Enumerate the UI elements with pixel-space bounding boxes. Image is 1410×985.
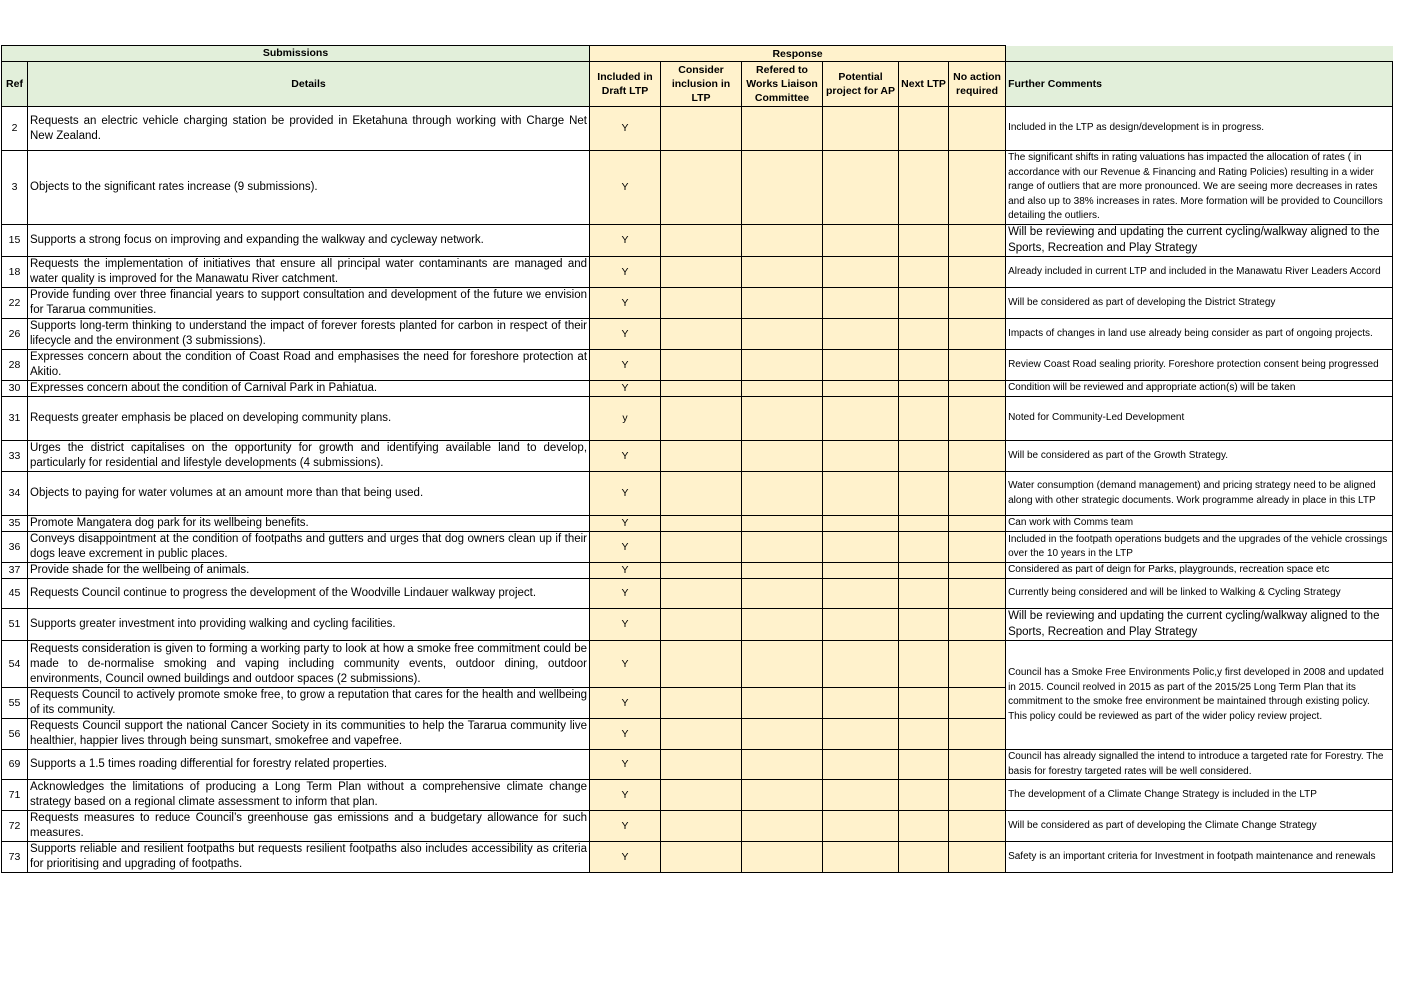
next-ltp-cell — [899, 780, 949, 811]
included-cell: Y — [590, 532, 661, 563]
included-cell: Y — [590, 151, 661, 225]
referred-cell — [742, 563, 823, 579]
consider-cell — [661, 397, 742, 441]
details-cell: Promote Mangatera dog park for its wellbeing benefits. — [28, 516, 590, 532]
consider-column-header: Consider inclusion in LTP — [661, 62, 742, 107]
included-cell: Y — [590, 257, 661, 288]
next-ltp-cell — [899, 381, 949, 397]
table-row — [2, 641, 1393, 688]
next-ltp-cell — [899, 579, 949, 609]
consider-cell — [661, 579, 742, 609]
referred-cell — [742, 397, 823, 441]
ref-cell: 72 — [2, 811, 28, 842]
details-cell: Expresses concern about the condition of Coast Road and emphasises the need for foreshore protection at Akitio. — [28, 350, 590, 381]
potential-cell — [823, 472, 899, 516]
potential-cell — [823, 811, 899, 842]
details-cell: Objects to the significant rates increase (9 submissions). — [28, 151, 590, 225]
referred-cell — [742, 288, 823, 319]
table-row — [2, 397, 1393, 441]
consider-cell — [661, 516, 742, 532]
comment-cell: Included in the footpath operations budgets and the upgrades of the vehicle crossings over the 10 years in the LTP — [1006, 532, 1393, 563]
ref-cell: 31 — [2, 397, 28, 441]
potential-cell — [823, 319, 899, 350]
potential-cell — [823, 609, 899, 641]
table-row — [2, 319, 1393, 350]
potential-cell — [823, 750, 899, 780]
ref-cell: 45 — [2, 579, 28, 609]
ref-cell: 22 — [2, 288, 28, 319]
table-row — [2, 151, 1393, 225]
potential-cell — [823, 397, 899, 441]
next-ltp-cell — [899, 563, 949, 579]
details-cell: Requests Council continue to progress the development of the Woodville Lindauer walkway project. — [28, 579, 590, 609]
details-cell: Requests measures to reduce Council’s greenhouse gas emissions and a budgetary allowance for such measures. — [28, 811, 590, 842]
group-header-row — [2, 46, 1393, 62]
included-cell: Y — [590, 750, 661, 780]
ref-cell: 2 — [2, 107, 28, 151]
next-ltp-cell — [899, 688, 949, 719]
comment-cell: Will be considered as part of developing the Climate Change Strategy — [1006, 811, 1393, 842]
details-cell: Supports a strong focus on improving and expanding the walkway and cycleway network. — [28, 225, 590, 257]
consider-cell — [661, 107, 742, 151]
no-action-cell — [949, 532, 1006, 563]
referred-cell — [742, 532, 823, 563]
table-row — [2, 532, 1393, 563]
next-ltp-cell — [899, 609, 949, 641]
potential-cell — [823, 842, 899, 873]
table-row — [2, 225, 1393, 257]
no-action-cell — [949, 151, 1006, 225]
table-row — [2, 381, 1393, 397]
response-group-header: Response — [590, 46, 1006, 62]
table-row — [2, 780, 1393, 811]
included-cell: Y — [590, 609, 661, 641]
consider-cell — [661, 441, 742, 472]
next-ltp-cell — [899, 750, 949, 780]
submissions-group-header: Submissions — [2, 46, 590, 62]
no-action-cell — [949, 441, 1006, 472]
included-cell: Y — [590, 811, 661, 842]
consider-cell — [661, 641, 742, 688]
comment-cell: Impacts of changes in land use already being consider as part of ongoing projects. — [1006, 319, 1393, 350]
consider-cell — [661, 319, 742, 350]
ref-cell: 3 — [2, 151, 28, 225]
included-cell: Y — [590, 516, 661, 532]
referred-cell — [742, 609, 823, 641]
details-cell: Provide funding over three financial years to support consultation and development of the future we envision for Tararua communities. — [28, 288, 590, 319]
referred-cell — [742, 516, 823, 532]
next-ltp-cell — [899, 472, 949, 516]
potential-cell — [823, 688, 899, 719]
ref-cell: 37 — [2, 563, 28, 579]
no-action-cell — [949, 397, 1006, 441]
referred-cell — [742, 107, 823, 151]
included-cell: Y — [590, 579, 661, 609]
ref-cell: 54 — [2, 641, 28, 688]
comment-cell: Council has a Smoke Free Environments Polic,y first developed in 2008 and updated in 2015. Council reolved in 2015 as part of the 2015/25 Long Term Plan that its commitment to the smoke free environment be maintained through existing policy. This policy could be reviewed as part of the wider policy review project. — [1006, 641, 1393, 750]
referred-cell — [742, 641, 823, 688]
table-row — [2, 609, 1393, 641]
potential-cell — [823, 441, 899, 472]
details-cell: Requests Council support the national Cancer Society in its communities to help the Tararua community live healthier, happier lives through being sunsmart, smokefree and vapefree. — [28, 719, 590, 750]
potential-cell — [823, 532, 899, 563]
consider-cell — [661, 225, 742, 257]
consider-cell — [661, 257, 742, 288]
ref-cell: 51 — [2, 609, 28, 641]
ref-cell: 26 — [2, 319, 28, 350]
next-ltp-cell — [899, 441, 949, 472]
included-cell: Y — [590, 225, 661, 257]
table-row — [2, 350, 1393, 381]
next-ltp-cell — [899, 319, 949, 350]
referred-cell — [742, 257, 823, 288]
next-ltp-cell — [899, 225, 949, 257]
potential-cell — [823, 225, 899, 257]
details-cell: Requests greater emphasis be placed on developing community plans. — [28, 397, 590, 441]
details-cell: Requests an electric vehicle charging station be provided in Eketahuna through working with Charge Net New Zealand. — [28, 107, 590, 151]
referred-cell — [742, 842, 823, 873]
comment-cell: Already included in current LTP and included in the Manawatu River Leaders Accord — [1006, 257, 1393, 288]
no-action-cell — [949, 579, 1006, 609]
ref-cell: 55 — [2, 688, 28, 719]
included-column-header: Included in Draft LTP — [590, 62, 661, 107]
included-cell: Y — [590, 288, 661, 319]
potential-cell — [823, 288, 899, 319]
no-action-cell — [949, 811, 1006, 842]
ref-cell: 28 — [2, 350, 28, 381]
included-cell: Y — [590, 719, 661, 750]
ref-cell: 15 — [2, 225, 28, 257]
referred-cell — [742, 811, 823, 842]
potential-cell — [823, 780, 899, 811]
consider-cell — [661, 688, 742, 719]
table-row — [2, 472, 1393, 516]
ref-cell: 71 — [2, 780, 28, 811]
consider-cell — [661, 151, 742, 225]
no-action-cell — [949, 319, 1006, 350]
potential-cell — [823, 563, 899, 579]
ref-cell: 36 — [2, 532, 28, 563]
potential-column-header: Potential project for AP — [823, 62, 899, 107]
consider-cell — [661, 811, 742, 842]
no-action-cell — [949, 780, 1006, 811]
comment-cell: Council has already signalled the intend to introduce a targeted rate for Forestry. The basis for forestry targeted rates will be well considered. — [1006, 750, 1393, 780]
no-action-cell — [949, 563, 1006, 579]
potential-cell — [823, 151, 899, 225]
next-ltp-cell — [899, 257, 949, 288]
consider-cell — [661, 780, 742, 811]
details-cell: Urges the district capitalises on the opportunity for growth and identifying available land to develop, particularly for residential and lifestyle developments (4 submissions). — [28, 441, 590, 472]
table-row — [2, 579, 1393, 609]
consider-cell — [661, 842, 742, 873]
details-cell: Conveys disappointment at the condition of footpaths and gutters and urges that dog owners clean up if their dogs leave excrement in public places. — [28, 532, 590, 563]
ref-cell: 56 — [2, 719, 28, 750]
further-comments-column-header: Further Comments — [1006, 62, 1393, 107]
comment-cell: Will be reviewing and updating the current cycling/walkway aligned to the Sports, Recreation and Play Strategy — [1006, 609, 1393, 641]
included-cell: Y — [590, 780, 661, 811]
details-cell: Objects to paying for water volumes at an amount more than that being used. — [28, 472, 590, 516]
next-ltp-cell — [899, 350, 949, 381]
potential-cell — [823, 516, 899, 532]
referred-cell — [742, 381, 823, 397]
comment-cell: Considered as part of deign for Parks, playgrounds, recreation space etc — [1006, 563, 1393, 579]
no-action-cell — [949, 381, 1006, 397]
included-cell: Y — [590, 381, 661, 397]
details-cell: Supports long-term thinking to understand the impact of forever forests planted for carbon in respect of their lifecycle and the environment (3 submissions). — [28, 319, 590, 350]
next-ltp-cell — [899, 532, 949, 563]
no-action-cell — [949, 516, 1006, 532]
ref-column-header: Ref — [2, 62, 28, 107]
next-ltp-cell — [899, 811, 949, 842]
table-row — [2, 288, 1393, 319]
referred-cell — [742, 579, 823, 609]
details-cell: Requests consideration is given to forming a working party to look at how a smoke free commitment could be made to de-normalise smoking and vaping including community events, outdoor dining, outdoor environments, Council owned buildings and outdoor spaces (2 submissions). — [28, 641, 590, 688]
referred-cell — [742, 719, 823, 750]
comment-cell: Can work with Comms team — [1006, 516, 1393, 532]
column-header-row — [2, 62, 1393, 107]
consider-cell — [661, 563, 742, 579]
details-cell: Requests the implementation of initiatives that ensure all principal water contaminants are managed and water quality is improved for the Manawatu River catchment. — [28, 257, 590, 288]
consider-cell — [661, 532, 742, 563]
details-cell: Provide shade for the wellbeing of animals. — [28, 563, 590, 579]
table-row — [2, 811, 1393, 842]
submissions-table — [1, 45, 1393, 873]
potential-cell — [823, 107, 899, 151]
details-cell: Supports greater investment into providing walking and cycling facilities. — [28, 609, 590, 641]
no-action-cell — [949, 350, 1006, 381]
details-cell: Requests Council to actively promote smoke free, to grow a reputation that cares for the health and wellbeing of its community. — [28, 688, 590, 719]
referred-cell — [742, 750, 823, 780]
referred-cell — [742, 441, 823, 472]
included-cell: Y — [590, 441, 661, 472]
consider-cell — [661, 609, 742, 641]
included-cell: Y — [590, 563, 661, 579]
table-row — [2, 842, 1393, 873]
no-action-cell — [949, 842, 1006, 873]
comment-cell: Currently being considered and will be linked to Walking & Cycling Strategy — [1006, 579, 1393, 609]
referred-cell — [742, 225, 823, 257]
potential-cell — [823, 719, 899, 750]
consider-cell — [661, 381, 742, 397]
next-ltp-cell — [899, 842, 949, 873]
included-cell: Y — [590, 319, 661, 350]
no-action-cell — [949, 225, 1006, 257]
no-action-cell — [949, 107, 1006, 151]
details-cell: Supports reliable and resilient footpaths but requests resilient footpaths also includes accessibility as criteria for prioritising and upgrading of footpaths. — [28, 842, 590, 873]
included-cell: Y — [590, 472, 661, 516]
no-action-cell — [949, 288, 1006, 319]
table-row — [2, 750, 1393, 780]
no-action-cell — [949, 719, 1006, 750]
potential-cell — [823, 381, 899, 397]
details-column-header: Details — [28, 62, 590, 107]
potential-cell — [823, 257, 899, 288]
ref-cell: 18 — [2, 257, 28, 288]
comment-cell: Condition will be reviewed and appropriate action(s) will be taken — [1006, 381, 1393, 397]
next-ltp-cell — [899, 107, 949, 151]
consider-cell — [661, 719, 742, 750]
consider-cell — [661, 750, 742, 780]
next-ltp-column-header: Next LTP — [899, 62, 949, 107]
referred-cell — [742, 151, 823, 225]
ref-cell: 33 — [2, 441, 28, 472]
table-row — [2, 516, 1393, 532]
next-ltp-cell — [899, 641, 949, 688]
next-ltp-cell — [899, 397, 949, 441]
table-row — [2, 441, 1393, 472]
comment-cell: Will be considered as part of developing the District Strategy — [1006, 288, 1393, 319]
comment-cell: The significant shifts in rating valuations has impacted the allocation of rates ( in accordance with our Revenue & Financing and Rating Policies) resulting in a wider range of outliers that are more pronounced. We are seeing more decreases in rates and also up to 38% increases in rates. More formation will be provided to Councillors detailing the outliers. — [1006, 151, 1393, 225]
ref-cell: 34 — [2, 472, 28, 516]
comment-cell: Included in the LTP as design/development is in progress. — [1006, 107, 1393, 151]
table-row — [2, 257, 1393, 288]
potential-cell — [823, 641, 899, 688]
no-action-cell — [949, 472, 1006, 516]
comment-cell: Will be reviewing and updating the current cycling/walkway aligned to the Sports, Recreation and Play Strategy — [1006, 225, 1393, 257]
referred-cell — [742, 350, 823, 381]
comment-cell: Water consumption (demand management) and pricing strategy need to be aligned along with other strategic documents. Work programme already in place in this LTP — [1006, 472, 1393, 516]
consider-cell — [661, 472, 742, 516]
included-cell: Y — [590, 641, 661, 688]
next-ltp-cell — [899, 288, 949, 319]
ref-cell: 69 — [2, 750, 28, 780]
included-cell: Y — [590, 688, 661, 719]
potential-cell — [823, 579, 899, 609]
included-cell: Y — [590, 842, 661, 873]
no-action-column-header: No action required — [949, 62, 1006, 107]
details-cell: Acknowledges the limitations of producing a Long Term Plan without a comprehensive climate change strategy based on a regional climate assessment to inform that plan. — [28, 780, 590, 811]
no-action-cell — [949, 609, 1006, 641]
comment-cell: Noted for Community-Led Development — [1006, 397, 1393, 441]
included-cell: Y — [590, 350, 661, 381]
no-action-cell — [949, 641, 1006, 688]
table-row — [2, 107, 1393, 151]
next-ltp-cell — [899, 151, 949, 225]
referred-cell — [742, 688, 823, 719]
no-action-cell — [949, 688, 1006, 719]
ref-cell: 30 — [2, 381, 28, 397]
referred-cell — [742, 472, 823, 516]
included-cell: y — [590, 397, 661, 441]
details-cell: Expresses concern about the condition of Carnival Park in Pahiatua. — [28, 381, 590, 397]
comment-cell: Review Coast Road sealing priority. Foreshore protection consent being progressed — [1006, 350, 1393, 381]
included-cell: Y — [590, 107, 661, 151]
referred-cell — [742, 319, 823, 350]
no-action-cell — [949, 257, 1006, 288]
comment-cell: Safety is an important criteria for Investment in footpath maintenance and renewals — [1006, 842, 1393, 873]
next-ltp-cell — [899, 719, 949, 750]
ref-cell: 73 — [2, 842, 28, 873]
details-cell: Supports a 1.5 times roading differential for forestry related properties. — [28, 750, 590, 780]
further-comments-group-band — [1006, 46, 1393, 62]
ref-cell: 35 — [2, 516, 28, 532]
referred-column-header: Refered to Works Liaison Committee — [742, 62, 823, 107]
comment-cell: Will be considered as part of the Growth Strategy. — [1006, 441, 1393, 472]
table-row — [2, 563, 1393, 579]
potential-cell — [823, 350, 899, 381]
next-ltp-cell — [899, 516, 949, 532]
no-action-cell — [949, 750, 1006, 780]
consider-cell — [661, 288, 742, 319]
consider-cell — [661, 350, 742, 381]
comment-cell: The development of a Climate Change Strategy is included in the LTP — [1006, 780, 1393, 811]
referred-cell — [742, 780, 823, 811]
